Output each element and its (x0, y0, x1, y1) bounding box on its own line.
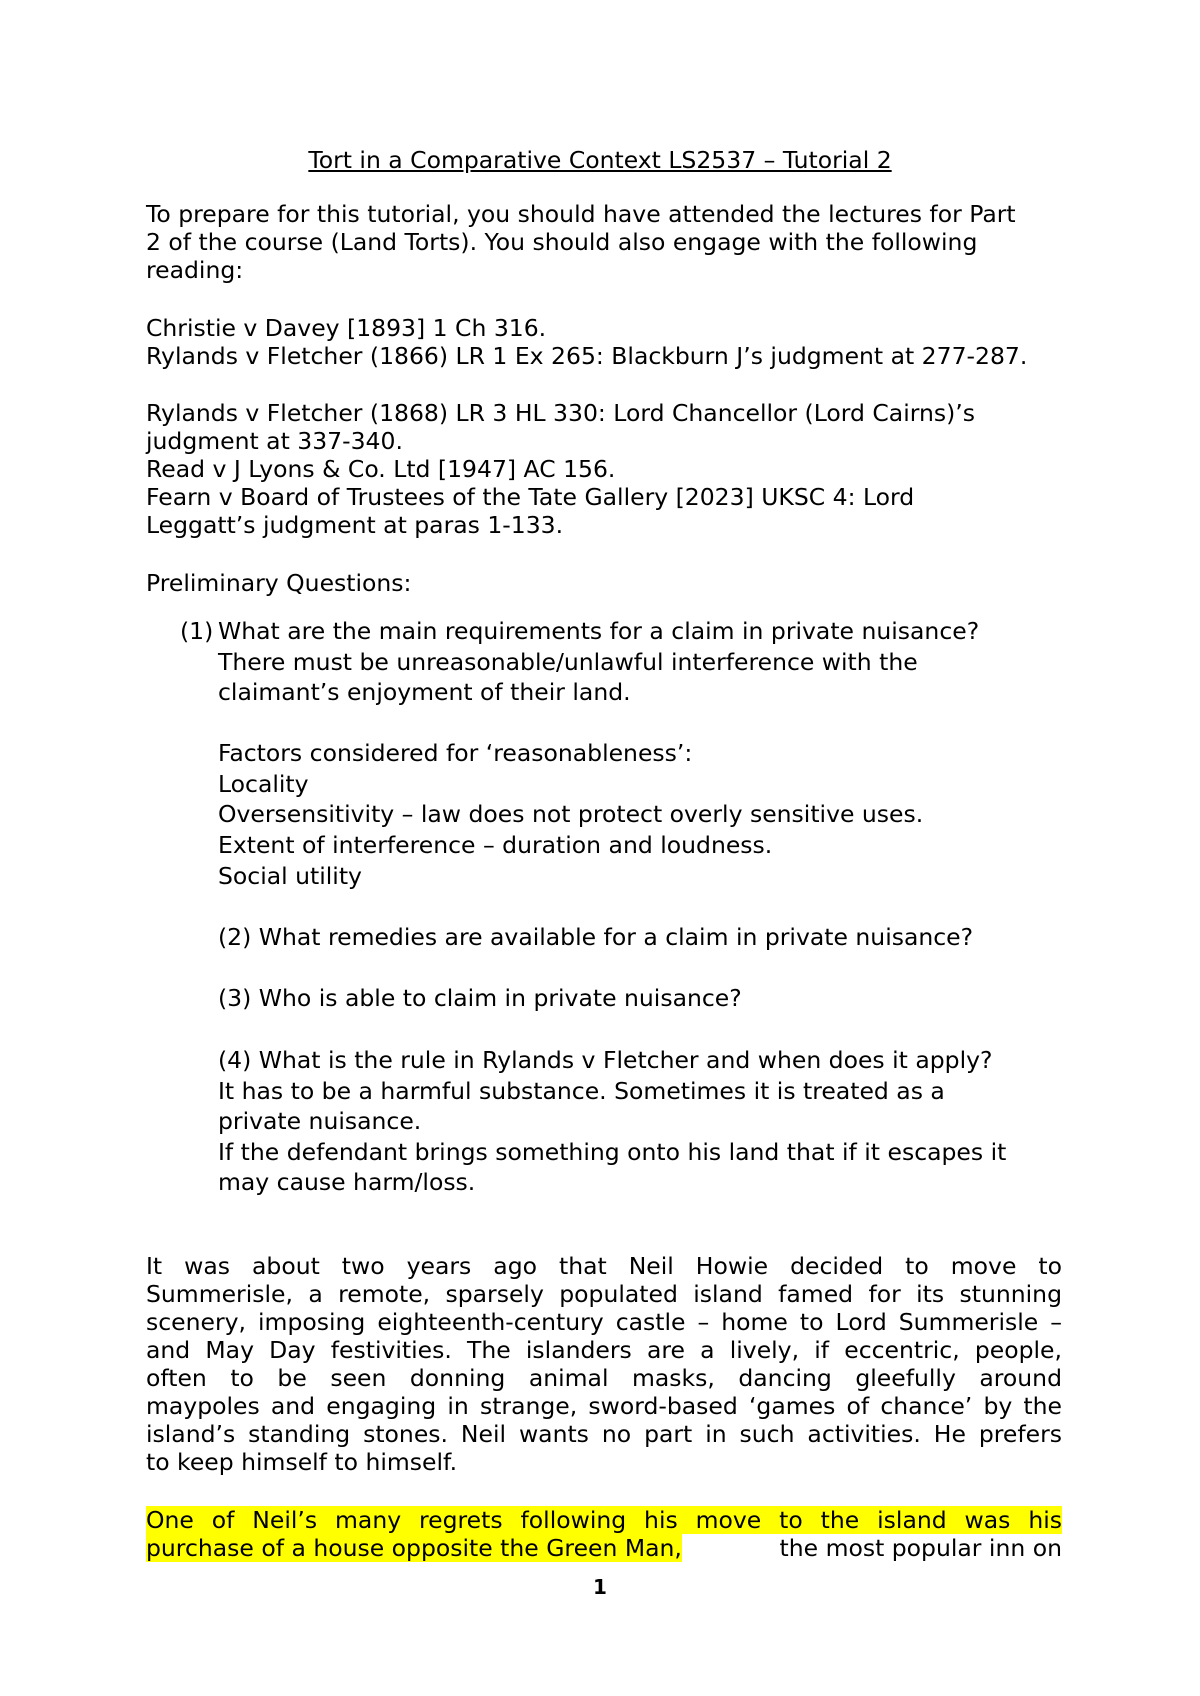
story-line: scenery, imposing eighteenth-century castle – home to Lord Summerisle – (146, 1308, 1062, 1336)
document-title: Tort in a Comparative Context LS2537 – Tutorial 2 (308, 146, 892, 174)
factor-item: Social utility (218, 862, 362, 890)
answer-line: It has to be a harmful substance. Sometimes it is treated as a (218, 1077, 945, 1105)
question-3: (3) Who is able to claim in private nuisance? (218, 984, 742, 1012)
story-line: often to be seen donning animal masks, dancing gleefully around (146, 1364, 1062, 1392)
line-continuation: the most popular inn on (779, 1534, 1062, 1562)
factor-item: Oversensitivity – law does not protect overly sensitive uses. (218, 800, 924, 828)
highlighted-line (146, 1506, 1062, 1534)
question-1: What are the main requirements for a claim in private nuisance? (218, 617, 980, 645)
answer-line: claimant’s enjoyment of their land. (218, 678, 631, 706)
story-line: It was about two years ago that Neil Howie decided to move to (146, 1252, 1062, 1280)
highlighted-text: One of Neil’s many regrets following his move to the island was his (146, 1506, 1062, 1534)
highlighted-line-2 (146, 1534, 1062, 1562)
story-line: to keep himself to himself. (146, 1448, 458, 1476)
intro-line: 2 of the course (Land Torts). You should also engage with the following (146, 228, 978, 256)
answer-line: If the defendant brings something onto his land that if it escapes it (218, 1138, 1007, 1166)
story-line: maypoles and engaging in strange, sword-based ‘games of chance’ by the (146, 1392, 1062, 1420)
factor-item: Extent of interference – duration and loudness. (218, 831, 773, 859)
page-number: 1 (593, 1575, 607, 1599)
question-number: (1) (180, 617, 214, 645)
reading-item: Rylands v Fletcher (1868) LR 3 HL 330: Lord Chancellor (Lord Cairns)’s (146, 399, 976, 427)
answer-line: may cause harm/loss. (218, 1168, 476, 1196)
question-2: (2) What remedies are available for a claim in private nuisance? (218, 923, 974, 951)
reading-item: Read v J Lyons & Co. Ltd [1947] AC 156. (146, 455, 616, 483)
preliminary-heading: Preliminary Questions: (146, 569, 412, 597)
reading-item: Christie v Davey [1893] 1 Ch 316. (146, 314, 547, 342)
reading-item: Leggatt’s judgment at paras 1-133. (146, 511, 564, 539)
reading-item: judgment at 337-340. (146, 427, 403, 455)
story-line: and May Day festivities. The islanders are a lively, if eccentric, people, (146, 1336, 1062, 1364)
story-line: Summerisle, a remote, sparsely populated island famed for its stunning (146, 1280, 1062, 1308)
intro-line: To prepare for this tutorial, you should have attended the lectures for Part (146, 200, 1016, 228)
story-line: island’s standing stones. Neil wants no part in such activities. He prefers (146, 1420, 1062, 1448)
factors-heading: Factors considered for ‘reasonableness’: (218, 739, 693, 767)
highlighted-text: purchase of a house opposite the Green Man, (146, 1534, 682, 1562)
answer-line: There must be unreasonable/unlawful interference with the (218, 648, 918, 676)
factor-item: Locality (218, 770, 309, 798)
reading-item: Rylands v Fletcher (1866) LR 1 Ex 265: Blackburn J’s judgment at 277-287. (146, 342, 1028, 370)
answer-line: private nuisance. (218, 1107, 422, 1135)
question-4: (4) What is the rule in Rylands v Fletcher and when does it apply? (218, 1046, 993, 1074)
reading-item: Fearn v Board of Trustees of the Tate Gallery [2023] UKSC 4: Lord (146, 483, 915, 511)
intro-line: reading: (146, 256, 244, 284)
